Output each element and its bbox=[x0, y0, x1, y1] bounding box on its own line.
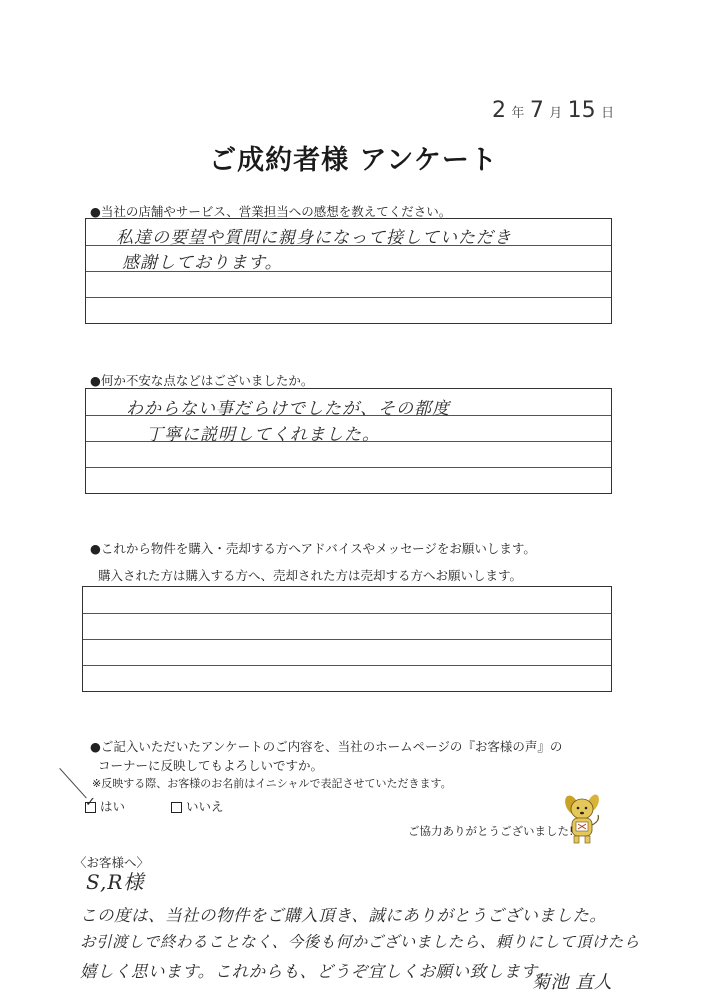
customer-salutation: S,R様 bbox=[86, 870, 145, 894]
q3-answer-box bbox=[82, 586, 612, 692]
date-year-unit: 年 bbox=[511, 106, 525, 121]
date-month-unit: 月 bbox=[549, 106, 563, 121]
consent-no-checkbox[interactable] bbox=[171, 802, 182, 813]
q1-answer-line-2: 感謝しております。 bbox=[122, 253, 283, 273]
q2-answer-box bbox=[85, 388, 612, 494]
q2-answer-line-2: 丁寧に説明してくれました。 bbox=[146, 425, 380, 445]
date bbox=[492, 98, 614, 123]
consent-text-1: ●ご記入いただいたアンケートのご内容を、当社のホームページの『お客様の声』の bbox=[90, 739, 563, 754]
customer-heading: 〈お客様へ〉 bbox=[74, 855, 150, 870]
consent-text-2: コーナーに反映してもよろしいですか。 bbox=[98, 758, 324, 773]
q1-answer-box bbox=[85, 218, 612, 324]
signature: 菊池 直人 bbox=[532, 972, 613, 993]
consent-yes-option[interactable] bbox=[85, 797, 125, 815]
q1-answer-line-1: 私達の要望や質問に親身になって接していただき bbox=[116, 228, 512, 248]
customer-message-line-1: この度は、当社の物件をご購入頂き、誠にありがとうございました。 bbox=[80, 906, 607, 925]
date-day-unit: 日 bbox=[601, 106, 615, 121]
thanks-message: ご協力ありがとうございました! bbox=[408, 824, 574, 838]
q1-prompt: ●当社の店舗やサービス、営業担当への感想を教えてください。 bbox=[90, 204, 452, 219]
customer-message-line-3: 嬉しく思います。これからも、どうぞ宜しくお願い致します。 bbox=[80, 962, 554, 981]
q2-prompt: ●何か不安な点などはございましたか。 bbox=[90, 373, 314, 388]
date-day: 15 bbox=[567, 98, 596, 123]
pen-stroke bbox=[59, 768, 87, 798]
q2-answer-line-1: わからない事だらけでしたが、その都度 bbox=[126, 399, 450, 419]
consent-no-option[interactable] bbox=[171, 797, 224, 815]
q3-subprompt: 購入された方は購入する方へ、売却された方は売却する方へお願いします。 bbox=[98, 568, 523, 583]
date-month: 7 bbox=[529, 98, 544, 123]
customer-message-line-2: お引渡しで終わることなく、今後も何かございましたら、頼りにして頂けたら bbox=[80, 933, 640, 951]
page-title: ご成約者様 アンケート bbox=[209, 145, 498, 176]
date-year: 2 bbox=[492, 98, 506, 123]
consent-yes-checkbox[interactable] bbox=[85, 795, 96, 813]
q3-prompt: ●これから物件を購入・売却する方へアドバイスやメッセージをお願いします。 bbox=[90, 541, 536, 556]
consent-yes-label: はい bbox=[99, 799, 125, 814]
consent-note: ※反映する際、お客様のお名前はイニシャルで表記させていただきます。 bbox=[92, 777, 452, 790]
consent-no-label: いいえ bbox=[185, 799, 224, 814]
check-mark-icon: ✓ bbox=[85, 795, 96, 810]
